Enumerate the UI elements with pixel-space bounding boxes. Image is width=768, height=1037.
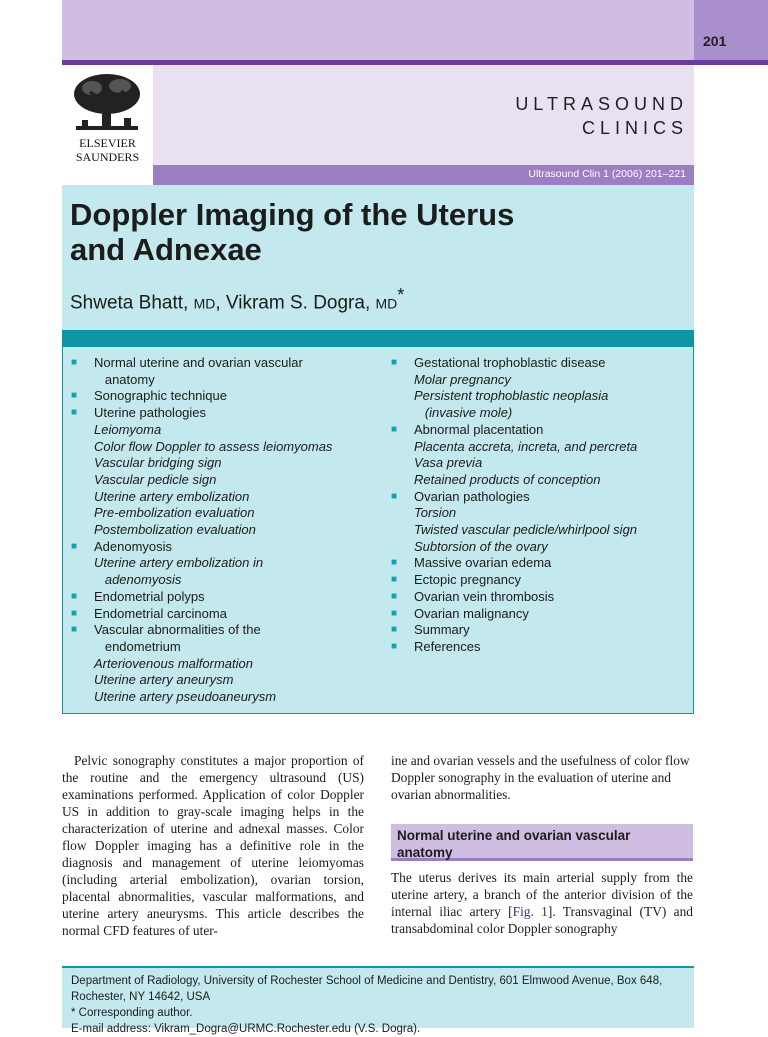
citation: Ultrasound Clin 1 (2006) 201–221 xyxy=(528,168,686,180)
outline-item: ■ Massive ovarian edema xyxy=(391,555,691,572)
journal-title xyxy=(400,92,688,140)
outline-subitem: Uterine artery pseudoaneurysm xyxy=(94,689,277,705)
publisher-line2: SAUNDERS xyxy=(75,150,140,164)
article-title-line1: Doppler Imaging of the Uterus xyxy=(70,197,515,232)
journal-title-line1: ULTRASOUND xyxy=(515,94,688,114)
email-address[interactable]: E-mail address: Vikram_Dogra@URMC.Rochester.edu (V.S. Dogra). xyxy=(71,1023,421,1035)
journal-title-line2: CLINICS xyxy=(581,118,688,138)
article-title xyxy=(70,197,680,267)
outline-item: ■ Sonographic technique xyxy=(71,388,371,405)
publisher-name xyxy=(62,136,153,164)
section-heading-box xyxy=(391,824,693,861)
outline-subitem: Pre-embolization evaluation xyxy=(94,505,255,521)
outline-item: ■ Ovarian malignancy xyxy=(391,606,691,623)
outline-subitem: anatomy xyxy=(94,371,155,387)
authors: Shweta Bhatt, MD, Vikram S. Dogra, MD* xyxy=(70,285,405,314)
intro-paragraph-col2: ine and ovarian vessels and the usefulness of color flow Doppler sonography in the evaluation of uterine and ovarian abnormalities. xyxy=(391,753,690,802)
outline-subitem: Retained products of conception xyxy=(414,471,601,487)
intro-paragraph-col1: Pelvic sonography constitutes a major proportion of the routine and the emergency ultrasound (US) examinations performed. Application of color Doppler US in addition to gray-scale imaging helps in the characterization of uterine and adnexal masses. Color flow Doppler imaging has a definitive role in the diagnosis and management of uterine leiomyomas (including arterial embolization), ovarian torsion, placental abnormalities, vascular malformations, and uterine artery aneurysms. This article describes the normal CFD features of uter- xyxy=(62,753,364,938)
outline-item: ■ Endometrial polyps xyxy=(71,589,371,606)
corresponding-note: * Corresponding author. xyxy=(71,1007,193,1019)
outline-item: ■ Uterine pathologies xyxy=(71,405,371,422)
outline-item: ■ References xyxy=(391,639,691,656)
author-2: Vikram S. Dogra, xyxy=(225,292,371,314)
outline-subitem: Vascular bridging sign xyxy=(94,455,222,471)
corresponding-mark: * xyxy=(397,285,405,305)
outline-subitem: Uterine artery aneurysm xyxy=(94,672,234,688)
section-heading: Normal uterine and ovarian vascular anatomy xyxy=(397,828,631,860)
page-number-tab xyxy=(694,0,768,60)
outline-item: ■ Summary xyxy=(391,622,691,639)
figure-link[interactable]: Fig. 1 xyxy=(512,904,548,919)
outline-subitem: Color flow Doppler to assess leiomyomas xyxy=(94,438,333,454)
outline-subitem: Vascular pedicle sign xyxy=(94,471,217,487)
outline-right-column xyxy=(391,355,691,656)
footnote-text xyxy=(71,973,691,1037)
article-title-line2: and Adnexae xyxy=(70,232,262,267)
outline-subitem: Uterine artery embolization xyxy=(94,488,250,504)
outline-subitem: endometrium xyxy=(94,638,181,654)
section-text-a: The uterus derives its main arterial supply from the uterine artery, a branch of the anterior division of the internal iliac artery [ xyxy=(391,870,693,919)
author-1: Shweta Bhatt, xyxy=(70,292,189,314)
section-text-b: ]. Transvaginal (TV) and transabdominal color Doppler sonography xyxy=(391,904,693,936)
outline-item: ■ Vascular abnormalities of the xyxy=(71,622,371,639)
outline-subitem: Leiomyoma xyxy=(94,421,162,437)
elsevier-tree-logo-icon xyxy=(72,72,142,134)
outline-item: ■ Gestational trophoblastic disease xyxy=(391,355,691,372)
outline-item: ■ Ectopic pregnancy xyxy=(391,572,691,589)
page-number: 201 xyxy=(703,33,727,49)
author-2-degree: MD xyxy=(375,295,398,312)
affiliation: Department of Radiology, University of Rochester School of Medicine and Dentistry, 601 Elmwood Avenue, Box 648, Rochester, NY 14642, USA xyxy=(71,975,663,1003)
outline-subitem: Subtorsion of the ovary xyxy=(414,538,548,554)
outline-subitem: Vasa previa xyxy=(414,455,483,471)
outline-left-column xyxy=(71,355,371,706)
outline-subitem: Placenta accreta, increta, and percreta xyxy=(414,438,638,454)
outline-subitem: Persistent trophoblastic neoplasia xyxy=(414,388,609,404)
outline-item: ■ Ovarian pathologies xyxy=(391,489,691,506)
outline-header-bar xyxy=(62,330,694,347)
outline-item: ■ Normal uterine and ovarian vascular xyxy=(71,355,371,372)
outline-item: ■ Endometrial carcinoma xyxy=(71,606,371,623)
header-band xyxy=(62,0,694,60)
outline-subitem: (invasive mole) xyxy=(414,405,513,421)
article-outline xyxy=(62,347,694,714)
outline-item: ■ Abnormal placentation xyxy=(391,422,691,439)
outline-subitem: Molar pregnancy xyxy=(414,371,511,387)
section-paragraph xyxy=(391,869,693,937)
outline-subitem: Postembolization evaluation xyxy=(94,522,256,538)
author-1-degree: MD xyxy=(193,295,216,312)
publisher-line1: ELSEVIER xyxy=(79,136,136,150)
outline-subitem: adenomyosis xyxy=(94,572,182,588)
outline-subitem: Uterine artery embolization in xyxy=(94,555,264,571)
outline-subitem: Torsion xyxy=(414,505,457,521)
outline-subitem: Arteriovenous malformation xyxy=(94,655,253,671)
outline-subitem: Twisted vascular pedicle/whirlpool sign xyxy=(414,522,638,538)
outline-item: ■ Ovarian vein thrombosis xyxy=(391,589,691,606)
outline-item: ■ Adenomyosis xyxy=(71,539,371,556)
